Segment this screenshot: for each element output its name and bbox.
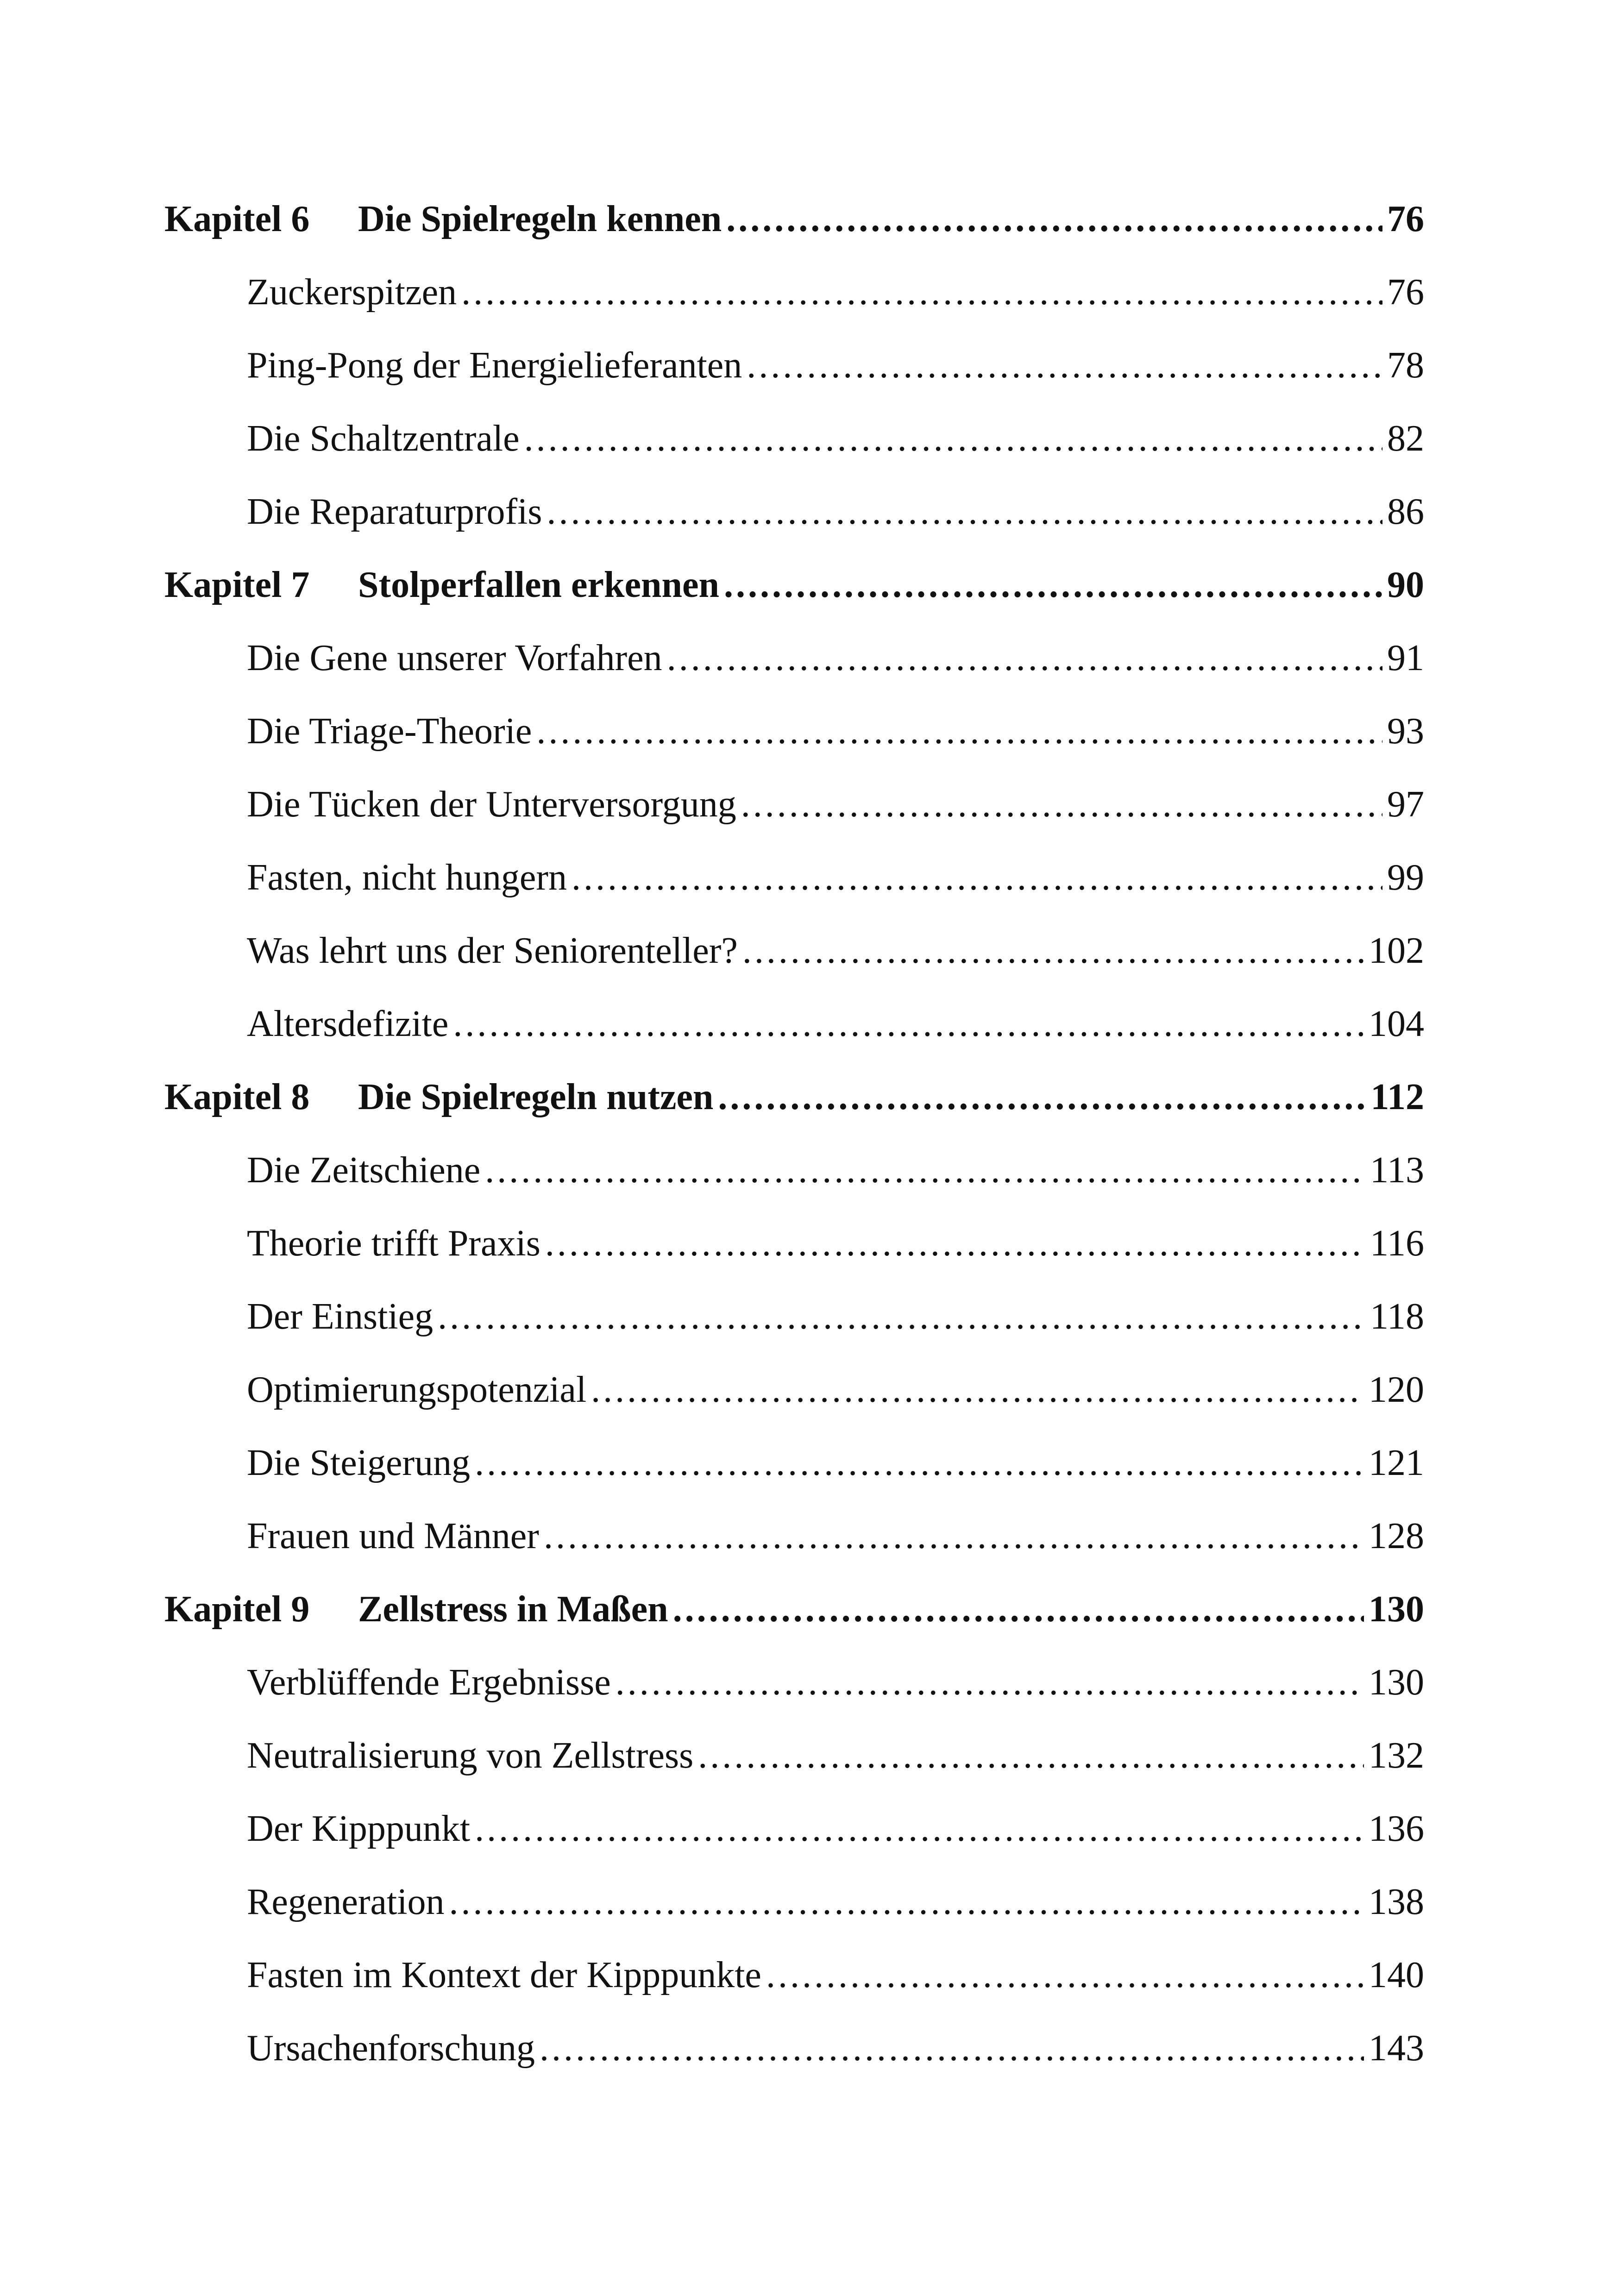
toc-section[interactable] bbox=[247, 850, 1424, 905]
chapter-title: Zellstress in Maßen bbox=[358, 1589, 668, 1630]
dot-leader bbox=[724, 557, 1382, 613]
toc-section[interactable] bbox=[247, 1435, 1424, 1491]
dot-leader bbox=[747, 338, 1382, 393]
dot-leader bbox=[726, 191, 1382, 247]
chapter-number: Kapitel 7 bbox=[164, 565, 310, 605]
page-number: 90 bbox=[1387, 565, 1424, 605]
page-number: 99 bbox=[1387, 857, 1424, 898]
dot-leader bbox=[572, 850, 1382, 905]
chapter-number: Kapitel 6 bbox=[164, 199, 310, 239]
chapter-title: Stolperfallen erkennen bbox=[358, 565, 719, 605]
page-number: 113 bbox=[1370, 1150, 1424, 1191]
page-number: 97 bbox=[1387, 784, 1424, 825]
section-title: Zuckerspitzen bbox=[247, 272, 457, 313]
section-title: Die Triage-Theorie bbox=[247, 711, 532, 752]
chapter-number: Kapitel 9 bbox=[164, 1589, 310, 1630]
page-number: 104 bbox=[1369, 1004, 1424, 1044]
toc-section[interactable] bbox=[247, 996, 1424, 1052]
section-title: Theorie trifft Praxis bbox=[247, 1223, 540, 1264]
section-title: Fasten, nicht hungern bbox=[247, 857, 567, 898]
chapter-number: Kapitel 8 bbox=[164, 1077, 310, 1117]
page-number: 120 bbox=[1369, 1369, 1424, 1410]
page-number: 132 bbox=[1369, 1735, 1424, 1776]
dot-leader bbox=[673, 1581, 1364, 1637]
page-number: 82 bbox=[1387, 418, 1424, 459]
section-title: Der Kipppunkt bbox=[247, 1808, 471, 1849]
dot-leader bbox=[475, 1435, 1364, 1491]
page-number: 118 bbox=[1370, 1296, 1424, 1337]
toc-section[interactable] bbox=[247, 2020, 1424, 2076]
toc-section[interactable] bbox=[247, 1655, 1424, 1710]
toc-section[interactable] bbox=[247, 264, 1424, 320]
toc-chapter-6[interactable] bbox=[164, 191, 1424, 247]
dot-leader bbox=[540, 2020, 1364, 2076]
section-title: Regeneration bbox=[247, 1882, 445, 1922]
toc-section[interactable] bbox=[247, 1801, 1424, 1857]
page-number: 130 bbox=[1369, 1589, 1424, 1630]
toc-chapter-7[interactable] bbox=[164, 557, 1424, 613]
toc-chapter-8[interactable] bbox=[164, 1069, 1424, 1125]
toc-section[interactable] bbox=[247, 703, 1424, 759]
dot-leader bbox=[698, 1728, 1364, 1783]
section-title: Die Schaltzentrale bbox=[247, 418, 520, 459]
section-title: Neutralisierung von Zellstress bbox=[247, 1735, 694, 1776]
toc-section[interactable] bbox=[247, 1508, 1424, 1564]
toc-section[interactable] bbox=[247, 1874, 1424, 1930]
page-number: 76 bbox=[1387, 199, 1424, 239]
dot-leader bbox=[616, 1655, 1364, 1710]
section-title: Die Reparaturprofis bbox=[247, 491, 542, 532]
section-title: Der Einstieg bbox=[247, 1296, 434, 1337]
dot-leader bbox=[718, 1069, 1366, 1125]
page-number: 140 bbox=[1369, 1955, 1424, 1995]
dot-leader bbox=[545, 1216, 1365, 1271]
page-number: 128 bbox=[1369, 1516, 1424, 1556]
dot-leader bbox=[766, 1947, 1364, 2003]
page-number: 143 bbox=[1369, 2028, 1424, 2069]
dot-leader bbox=[591, 1362, 1364, 1418]
dot-leader bbox=[461, 264, 1382, 320]
dot-leader bbox=[438, 1289, 1365, 1344]
section-title: Ursachenforschung bbox=[247, 2028, 535, 2069]
section-title: Die Steigerung bbox=[247, 1443, 471, 1483]
chapter-title: Die Spielregeln kennen bbox=[358, 199, 722, 239]
toc-section[interactable] bbox=[247, 338, 1424, 393]
section-title: Altersdefizite bbox=[247, 1004, 449, 1044]
section-title: Optimierungspotenzial bbox=[247, 1369, 587, 1410]
dot-leader bbox=[536, 703, 1382, 759]
page-number: 116 bbox=[1370, 1223, 1424, 1264]
dot-leader bbox=[667, 630, 1382, 686]
dot-leader bbox=[475, 1801, 1364, 1857]
section-title: Die Zeitschiene bbox=[247, 1150, 481, 1191]
dot-leader bbox=[485, 1142, 1365, 1198]
page-number: 136 bbox=[1369, 1808, 1424, 1849]
toc-section[interactable] bbox=[247, 1216, 1424, 1271]
dot-leader bbox=[547, 484, 1382, 539]
toc-section[interactable] bbox=[247, 1142, 1424, 1198]
dot-leader bbox=[544, 1508, 1364, 1564]
page-number: 76 bbox=[1387, 272, 1424, 313]
section-title: Frauen und Männer bbox=[247, 1516, 539, 1556]
chapter-title: Die Spielregeln nutzen bbox=[358, 1077, 714, 1117]
toc-section[interactable] bbox=[247, 1728, 1424, 1783]
page-number: 102 bbox=[1369, 930, 1424, 971]
toc-section[interactable] bbox=[247, 1362, 1424, 1418]
section-title: Was lehrt uns der Seniorenteller? bbox=[247, 930, 738, 971]
section-title: Die Tücken der Unterversorgung bbox=[247, 784, 736, 825]
dot-leader bbox=[741, 777, 1382, 832]
dot-leader bbox=[742, 923, 1364, 979]
toc-section[interactable] bbox=[247, 1289, 1424, 1344]
section-title: Die Gene unserer Vorfahren bbox=[247, 638, 662, 678]
toc-section[interactable] bbox=[247, 777, 1424, 832]
section-title: Fasten im Kontext der Kipppunkte bbox=[247, 1955, 761, 1995]
dot-leader bbox=[524, 411, 1382, 466]
page-number: 86 bbox=[1387, 491, 1424, 532]
toc-chapter-9[interactable] bbox=[164, 1581, 1424, 1637]
toc-section[interactable] bbox=[247, 484, 1424, 539]
page-number: 138 bbox=[1369, 1882, 1424, 1922]
section-title: Verblüffende Ergebnisse bbox=[247, 1662, 611, 1703]
section-title: Ping-Pong der Energielieferanten bbox=[247, 345, 742, 386]
page-number: 121 bbox=[1369, 1443, 1424, 1483]
dot-leader bbox=[449, 1874, 1364, 1930]
page-number: 91 bbox=[1387, 638, 1424, 678]
page-number: 78 bbox=[1387, 345, 1424, 386]
toc-section[interactable] bbox=[247, 923, 1424, 979]
page-number: 112 bbox=[1370, 1077, 1424, 1117]
dot-leader bbox=[453, 996, 1364, 1052]
toc-section[interactable] bbox=[247, 630, 1424, 686]
toc-section[interactable] bbox=[247, 1947, 1424, 2003]
toc-section[interactable] bbox=[247, 411, 1424, 466]
page-number: 93 bbox=[1387, 711, 1424, 752]
page-number: 130 bbox=[1369, 1662, 1424, 1703]
